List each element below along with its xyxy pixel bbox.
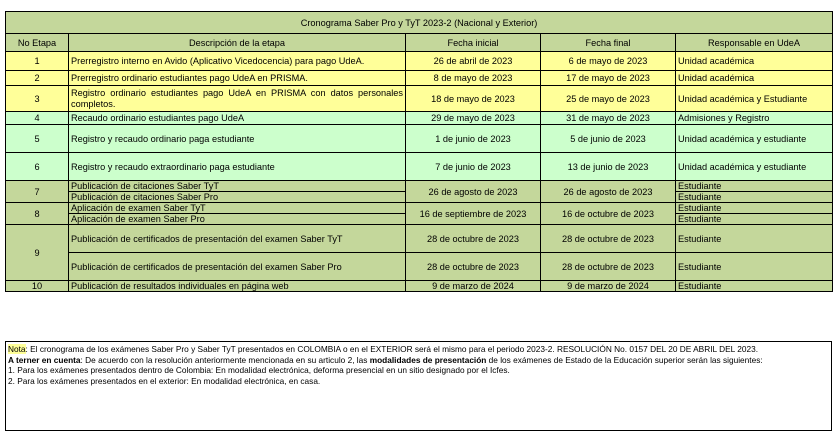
table-row <box>6 112 833 125</box>
note-label: Nota <box>8 344 26 354</box>
cell-etapa: 4 <box>6 112 69 125</box>
header-etapa: No Etapa <box>6 34 69 52</box>
cell-descripcion: Publicación de citaciones Saber Pro <box>69 192 406 203</box>
notes-box <box>5 341 832 431</box>
header-descripcion: Descripción de la etapa <box>69 34 406 52</box>
cell-responsable: Admisiones y Registro <box>676 112 833 125</box>
table-row <box>6 181 833 192</box>
cell-fecha-final: 13 de junio de 2023 <box>541 153 676 181</box>
cell-responsable: Unidad académica <box>676 71 833 86</box>
cell-fecha-final: 9 de marzo de 2024 <box>541 281 676 292</box>
cell-fecha-final: 28 de octubre de 2023 <box>541 253 676 281</box>
cell-descripcion: Publicación de certificados de presentación del examen Saber Pro <box>69 253 406 281</box>
cell-responsable: Unidad académica y Estudiante <box>676 86 833 112</box>
table-row <box>6 71 833 86</box>
cell-fecha-inicial: 9 de marzo de 2024 <box>406 281 541 292</box>
table-row <box>6 225 833 253</box>
cell-fecha-final: 31 de mayo de 2023 <box>541 112 676 125</box>
table-row <box>6 153 833 181</box>
cell-descripcion: Publicación de resultados individuales en página web <box>69 281 406 292</box>
header-fecha-final: Fecha final <box>541 34 676 52</box>
cell-descripcion: Publicación de citaciones Saber TyT <box>69 181 406 192</box>
table-row <box>6 281 833 292</box>
cell-fecha-final: 25 de mayo de 2023 <box>541 86 676 112</box>
cell-etapa: 2 <box>6 71 69 86</box>
modality-item-2: 2. Para los exámenes presentados en el exterior: En modalidad electrónica, en casa. <box>8 375 321 386</box>
cell-responsable: Estudiante <box>676 281 833 292</box>
header-responsable: Responsable en UdeA <box>676 34 833 52</box>
cell-descripcion: Recaudo ordinario estudiantes pago UdeA <box>69 112 406 125</box>
consider-text-1: : De acuerdo con la resolución anteriormente mencionada en su articulo 2, las <box>80 354 370 365</box>
consider-text-2: de los exámenes de Estado de la Educación superior serán las siguientes: <box>486 354 763 365</box>
cell-fecha-final: 26 de agosto de 2023 <box>541 181 676 203</box>
cell-fecha-final: 17 de mayo de 2023 <box>541 71 676 86</box>
cell-fecha-final: 28 de octubre de 2023 <box>541 225 676 253</box>
cell-fecha-inicial: 29 de mayo de 2023 <box>406 112 541 125</box>
cell-fecha-inicial: 26 de abril de 2023 <box>406 52 541 71</box>
cell-fecha-final: 6 de mayo de 2023 <box>541 52 676 71</box>
cell-descripcion: Publicación de certificados de presentación del examen Saber TyT <box>69 225 406 253</box>
cell-descripcion: Aplicación de examen Saber TyT <box>69 203 406 214</box>
cell-responsable: Estudiante <box>676 214 833 225</box>
table-row <box>6 86 833 112</box>
cell-etapa: 6 <box>6 153 69 181</box>
cell-responsable: Estudiante <box>676 192 833 203</box>
cell-etapa: 5 <box>6 125 69 153</box>
cell-fecha-inicial: 8 de mayo de 2023 <box>406 71 541 86</box>
consider-bold: modalidades de presentación <box>369 354 487 365</box>
cell-etapa: 10 <box>6 281 69 292</box>
note-paragraph <box>8 344 831 355</box>
table-row <box>6 203 833 214</box>
note-text: : El cronograma de los exámenes Saber Pro y Saber TyT presentados en COLOMBIA o en el EXTERIOR será el mismo para el periodo 2023-2. RESOLUCIÓN No. 0157 DEL 20 DE ABRIL DEL 2023. <box>25 344 759 354</box>
cell-etapa: 7 <box>6 181 69 203</box>
cell-fecha-final: 5 de junio de 2023 <box>541 125 676 153</box>
cell-responsable: Estudiante <box>676 203 833 214</box>
consider-label: A terner en cuenta <box>8 354 81 365</box>
cell-etapa: 9 <box>6 225 69 281</box>
cell-fecha-final: 16 de octubre de 2023 <box>541 203 676 225</box>
cell-fecha-inicial: 7 de junio de 2023 <box>406 153 541 181</box>
table-row <box>6 52 833 71</box>
cell-fecha-inicial: 28 de octubre de 2023 <box>406 253 541 281</box>
schedule-table <box>5 11 833 292</box>
cell-etapa: 8 <box>6 203 69 225</box>
cell-descripcion: Registro y recaudo ordinario paga estudiante <box>69 125 406 153</box>
header-row <box>6 34 833 52</box>
table-row <box>6 125 833 153</box>
cell-responsable: Unidad académica y estudiante <box>676 153 833 181</box>
cell-responsable: Estudiante <box>676 181 833 192</box>
cell-responsable: Unidad académica <box>676 52 833 71</box>
consider-paragraph <box>8 355 831 366</box>
header-fecha-inicial: Fecha inicial <box>406 34 541 52</box>
cell-descripcion: Registro y recaudo extraordinario paga estudiante <box>69 153 406 181</box>
cell-responsable: Unidad académica y estudiante <box>676 125 833 153</box>
table-title: Cronograma Saber Pro y TyT 2023-2 (Nacional y Exterior) <box>6 12 833 34</box>
cell-fecha-inicial: 18 de mayo de 2023 <box>406 86 541 112</box>
table-title-row <box>6 12 833 34</box>
cell-descripcion: Aplicación de examen Saber Pro <box>69 214 406 225</box>
cell-responsable: Estudiante <box>676 225 833 253</box>
modality-item-1: 1. Para los exámenes presentados dentro de Colombia: En modalidad electrónica, deforma presencial en un sitio designado por el Icfes. <box>8 365 510 376</box>
cell-etapa: 1 <box>6 52 69 71</box>
cell-etapa: 3 <box>6 86 69 112</box>
cell-descripcion: Prerregistro ordinario estudiantes pago UdeA en PRISMA. <box>69 71 406 86</box>
cell-fecha-inicial: 28 de octubre de 2023 <box>406 225 541 253</box>
cell-fecha-inicial: 1 de junio de 2023 <box>406 125 541 153</box>
cell-fecha-inicial: 16 de septiembre de 2023 <box>406 203 541 225</box>
table-row <box>6 253 833 281</box>
cell-fecha-inicial: 26 de agosto de 2023 <box>406 181 541 203</box>
cell-descripcion: Registro ordinario estudiantes pago UdeA en PRISMA con datos personales completos. <box>69 86 406 112</box>
cell-descripcion: Prerregistro interno en Avido (Aplicativo Vicedocencia) para pago UdeA. <box>69 52 406 71</box>
cell-responsable: Estudiante <box>676 253 833 281</box>
